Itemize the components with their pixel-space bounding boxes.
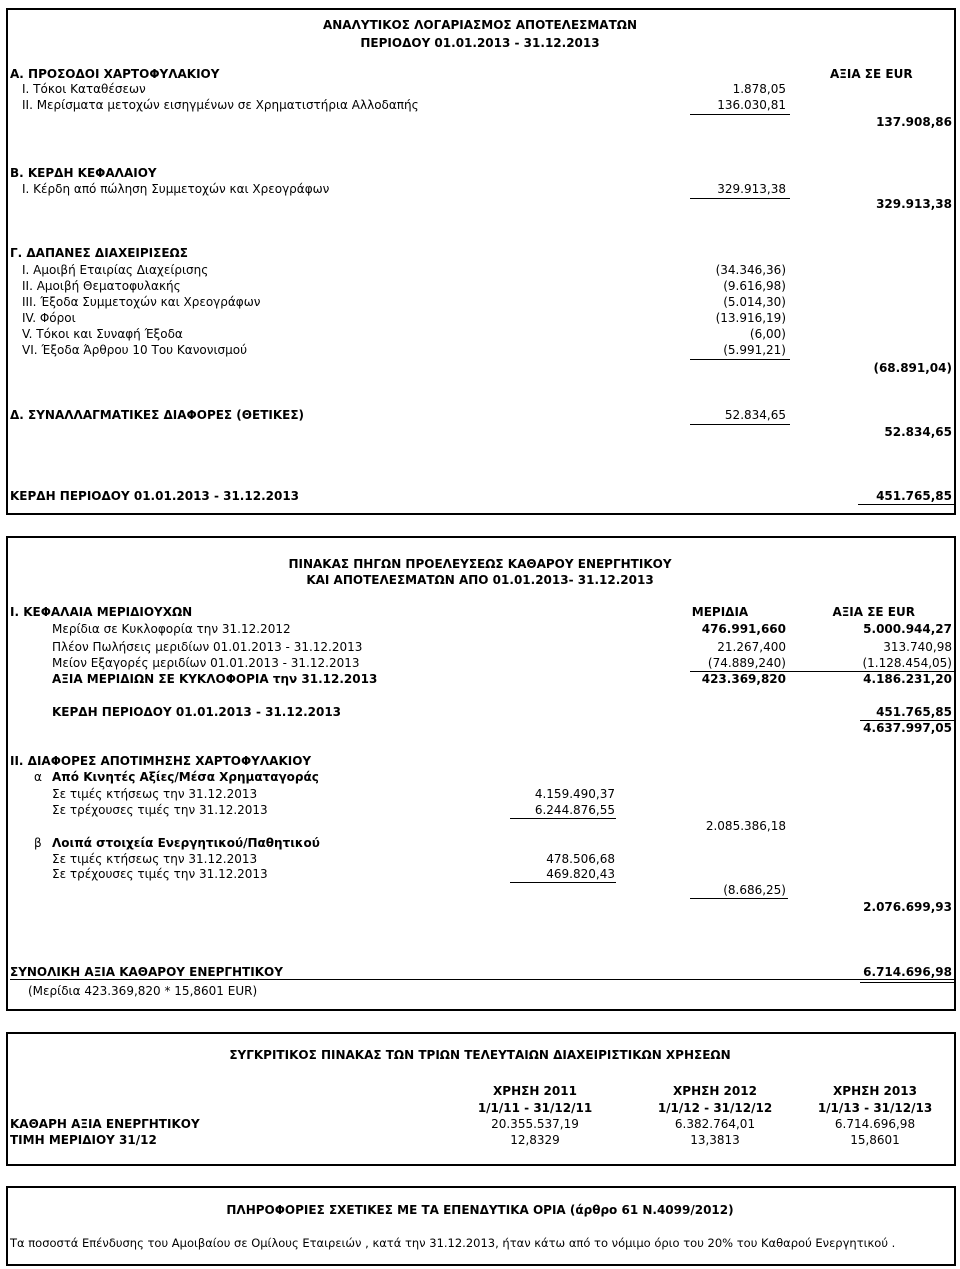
period-profit-value: 451.765,85 [876,489,952,503]
info-text: Τα ποσοστά Επένδυσης του Αμοιβαίου σε Ομίλους Εταιρειών , κατά την 31.12.2013, ήταν κάτω από το νόμιμο όριο του 20% του Καθαρού Ενεργητικού . [10,1236,896,1250]
page-title: ΑΝΑΛΥΤΙΚΟΣ ΛΟΓΑΡΙΑΣΜΟΣ ΑΠΟΤΕΛΕΣΜΑΤΩΝ [322,18,638,32]
year-header: ΧΡΗΣΗ 2012 [673,1084,757,1098]
part2-b-rule [510,882,616,883]
nav-rule-2 [860,982,954,983]
part2-a-rule [510,818,616,819]
year-period: 1/1/12 - 31/12/12 [657,1101,773,1115]
nav-value: 6.714.696,98 [834,1117,916,1131]
section-b-item-value: 329.913,38 [717,182,786,196]
row-nav-label: ΚΑΘΑΡΗ ΑΞΙΑ ΕΝΕΡΓΗΤΙΚΟΥ [10,1117,200,1131]
part2-a-diff: 2.085.386,18 [705,819,786,833]
section-c-item-value: (5.014,30) [723,295,786,309]
section-b-item-label: Ι. Κέρδη από πώληση Συμμετοχών και Χρεογράφων [22,182,330,196]
price-value: 15,8601 [850,1133,900,1147]
part2-a-row-value: 4.159.490,37 [534,787,615,801]
nav-rule-1 [10,979,954,980]
section-c-item-label: ΙΙ. Αμοιβή Θεματοφυλακής [22,279,181,293]
total-nav-note: (Μερίδια 423.369,820 * 15,8601 EUR) [28,984,258,998]
section-c-item-value: (34.346,36) [715,263,786,277]
part2-total-rule [690,898,788,899]
part2-a-title: Από Κινητές Αξίες/Μέσα Χρηματαγοράς [52,770,319,784]
section-c-item-label: ΙΙΙ. Έξοδα Συμμετοχών και Χρεογράφων [22,295,261,309]
section-a-title: Α. ΠΡΟΣΟΔΟΙ ΧΑΡΤΟΦΥΛΑΚΙΟΥ [10,67,220,81]
year-header: ΧΡΗΣΗ 2013 [833,1084,917,1098]
part1-row-label: Μερίδια σε Κυκλοφορία την 31.12.2012 [52,622,291,636]
section-a-item-value: 1.878,05 [732,82,786,96]
comparative-title: ΣΥΓΚΡΙΤΙΚΟΣ ΠΙΝΑΚΑΣ ΤΩΝ ΤΡΙΩΝ ΤΕΛΕΥΤΑΙΩΝ ΔΙΑΧΕΙΡΙΣΤΙΚΩΝ ΧΡΗΣΕΩΝ [229,1048,731,1062]
info-box [6,1186,956,1266]
section-c-item-value: (6,00) [749,327,786,341]
part1-row-value: 5.000.944,27 [863,622,952,636]
section-b-rule [690,198,790,199]
part1-row-value: (1.128.454,05) [862,656,952,670]
section-c-item-value: (9.616,98) [723,279,786,293]
price-value: 13,3813 [690,1133,740,1147]
section-c-rule [690,359,790,360]
sources-subtitle: ΚΑΙ ΑΠΟΤΕΛΕΣΜΑΤΩΝ ΑΠΟ 01.01.2013- 31.12.2013 [306,573,654,587]
section-a-item-label: Ι. Τόκοι Καταθέσεων [22,82,146,96]
part2-a-letter: α [34,770,42,784]
shares-outstanding-value: 4.186.231,20 [863,672,952,686]
part2-b-row-label: Σε τιμές κτήσεως την 31.12.2013 [52,852,258,866]
section-c-item-label: ΙV. Φόροι [22,311,76,325]
part2-title: ΙΙ. ΔΙΑΦΟΡΕΣ ΑΠΟΤΙΜΗΣΗΣ ΧΑΡΤΟΦΥΛΑΚΙΟΥ [10,754,312,768]
profit-rule [858,504,954,505]
section-c-item-label: V. Τόκοι και Συναφή Έξοδα [22,327,183,341]
shares-outstanding-units: 423.369,820 [701,672,786,686]
section-a-total: 137.908,86 [876,115,952,129]
part2-b-letter: β [34,836,42,850]
total-nav-label: ΣΥΝΟΛΙΚΗ ΑΞΙΑ ΚΑΘΑΡΟΥ ΕΝΕΡΓΗΤΙΚΟΥ [10,965,283,979]
section-c-title: Γ. ΔΑΠΑΝΕΣ ΔΙΑΧΕΙΡΙΣΕΩΣ [10,246,188,260]
part1-profit-value: 451.765,85 [876,705,952,719]
part1-title: Ι. ΚΕΦΑΛΑΙΑ ΜΕΡΙΔΙΟΥΧΩΝ [10,605,193,619]
part2-a-row-label: Σε τιμές κτήσεως την 31.12.2013 [52,787,258,801]
year-period: 1/1/13 - 31/12/13 [817,1101,933,1115]
part1-profit-label: ΚΕΡΔΗ ΠΕΡΙΟΔΟΥ 01.01.2013 - 31.12.2013 [52,705,342,719]
units-header: ΜΕΡΙΔΙΑ [691,605,749,619]
section-a-item-label: ΙΙ. Μερίσματα μετοχών εισηγμένων σε Χρηματιστήρια Αλλοδαπής [22,98,419,112]
value-col-header: ΑΞΙΑ ΣΕ EUR [832,605,915,619]
row-price-label: ΤΙΜΗ ΜΕΡΙΔΙΟΥ 31/12 [10,1133,157,1147]
part1-row-units: 21.267,400 [717,640,786,654]
part1-row-value: 313.740,98 [883,640,952,654]
section-a-rule [690,114,790,115]
part1-subtotal: 4.637.997,05 [863,721,952,735]
info-title: ΠΛΗΡΟΦΟΡΙΕΣ ΣΧΕΤΙΚΕΣ ΜΕ ΤΑ ΕΠΕΝΔΥΤΙΚΑ ΟΡΙΑ (άρθρο 61 Ν.4099/2012) [226,1203,734,1217]
shares-outstanding-label: ΑΞΙΑ ΜΕΡΙΔΙΩΝ ΣΕ ΚΥΚΛΟΦΟΡΙΑ την 31.12.2013 [52,672,378,686]
section-c-total: (68.891,04) [873,361,952,375]
year-header: ΧΡΗΣΗ 2011 [493,1084,577,1098]
part2-total: 2.076.699,93 [863,900,952,914]
part2-a-row-value: 6.244.876,55 [534,803,615,817]
section-d-rule [690,424,790,425]
page-period: ΠΕΡΙΟΔΟΥ 01.01.2013 - 31.12.2013 [360,36,600,50]
nav-value: 20.355.537,19 [491,1117,579,1131]
section-a-item-value: 136.030,81 [717,98,786,112]
part1-row-units: (74.889,240) [707,656,786,670]
part2-a-row-label: Σε τρέχουσες τιμές την 31.12.2013 [52,803,268,817]
section-d-title: Δ. ΣΥΝΑΛΛΑΓΜΑΤΙΚΕΣ ΔΙΑΦΟΡΕΣ (ΘΕΤΙΚΕΣ) [10,408,305,422]
section-d-total: 52.834,65 [884,425,952,439]
part1-row-label: Μείον Εξαγορές μεριδίων 01.01.2013 - 31.12.2013 [52,656,360,670]
year-period: 1/1/11 - 31/12/11 [477,1101,593,1115]
section-d-value: 52.834,65 [724,408,786,422]
part2-b-row-value: 478.506,68 [546,852,615,866]
section-b-total: 329.913,38 [876,197,952,211]
sources-title: ΠΙΝΑΚΑΣ ΠΗΓΩΝ ΠΡΟΕΛΕΥΣΕΩΣ ΚΑΘΑΡΟΥ ΕΝΕΡΓΗΤΙΚΟΥ [288,557,672,571]
part2-b-title: Λοιπά στοιχεία Ενεργητικού/Παθητικού [52,836,320,850]
part1-row-units: 476.991,660 [701,622,786,636]
section-c-item-value: (13.916,19) [715,311,786,325]
part2-b-row-value: 469.820,43 [546,867,615,881]
section-b-title: Β. ΚΕΡΔΗ ΚΕΦΑΛΑΙΟΥ [10,166,157,180]
period-profit-label: ΚΕΡΔΗ ΠΕΡΙΟΔΟΥ 01.01.2013 - 31.12.2013 [10,489,300,503]
part1-row-label: Πλέον Πωλήσεις μεριδίων 01.01.2013 - 31.12.2013 [52,640,363,654]
price-value: 12,8329 [510,1133,560,1147]
section-c-item-value: (5.991,21) [723,343,786,357]
nav-value: 6.382.764,01 [674,1117,756,1131]
section-c-item-label: VΙ. Έξοδα Άρθρου 10 Του Κανονισμού [22,343,248,357]
part2-b-row-label: Σε τρέχουσες τιμές την 31.12.2013 [52,867,268,881]
total-nav-value: 6.714.696,98 [863,965,952,979]
part2-b-diff: (8.686,25) [723,883,786,897]
section-c-item-label: Ι. Αμοιβή Εταιρίας Διαχείρισης [22,263,209,277]
value-header: ΑΞΙΑ ΣΕ EUR [830,67,913,81]
